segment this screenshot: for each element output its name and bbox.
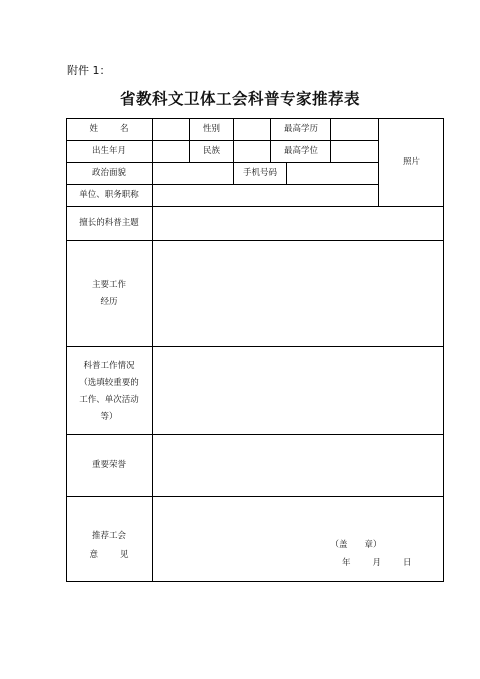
label-honors: 重要荣誉 (91, 460, 126, 470)
label-name (66, 123, 152, 136)
label-gender: 性别 (202, 124, 220, 134)
label-specialty-topic: 擅长的科普主题 (79, 218, 139, 228)
label-highest-degree: 最高学位 (283, 146, 318, 156)
date-month: 月 (372, 558, 382, 568)
label-recommend-line1: 推荐工会 (91, 531, 126, 541)
label-highest-education: 最高学历 (283, 124, 318, 134)
form-grid (66, 118, 444, 582)
label-mobile: 手机号码 (242, 168, 277, 178)
label-science-work (66, 358, 152, 426)
recommendation-form (66, 118, 444, 582)
date-day: 日 (403, 558, 412, 568)
label-unit-title: 单位、职务职称 (79, 190, 139, 200)
label-work-history-line2: 经历 (100, 297, 118, 307)
label-science-work-line2: （选填较重要的 (79, 378, 139, 388)
label-ethnicity: 民族 (202, 146, 220, 156)
label-recommend-jian: 见 (120, 550, 129, 560)
date-year: 年 (342, 558, 351, 568)
date-line (342, 557, 422, 570)
label-recommend-yi: 意 (89, 550, 98, 560)
page-title: 省教科文卫体工会科普专家推荐表 (119, 89, 360, 108)
label-photo: 照片 (402, 157, 420, 167)
label-science-work-line4: 等） (100, 412, 118, 422)
label-name-a: 姓 (89, 124, 98, 134)
label-science-work-line3: 工作、单次活动 (79, 395, 139, 405)
label-name-b: 名 (120, 124, 129, 134)
seal-label: （盖 章） (330, 540, 382, 550)
label-recommend (66, 527, 152, 565)
label-birth-date: 出生年月 (91, 146, 126, 156)
label-political-status: 政治面貌 (91, 168, 126, 178)
label-science-work-line1: 科普工作情况 (83, 361, 135, 371)
label-work-history-line1: 主要工作 (91, 280, 126, 290)
attachment-label: 附件 1： (67, 64, 111, 77)
label-work-history (66, 277, 152, 311)
